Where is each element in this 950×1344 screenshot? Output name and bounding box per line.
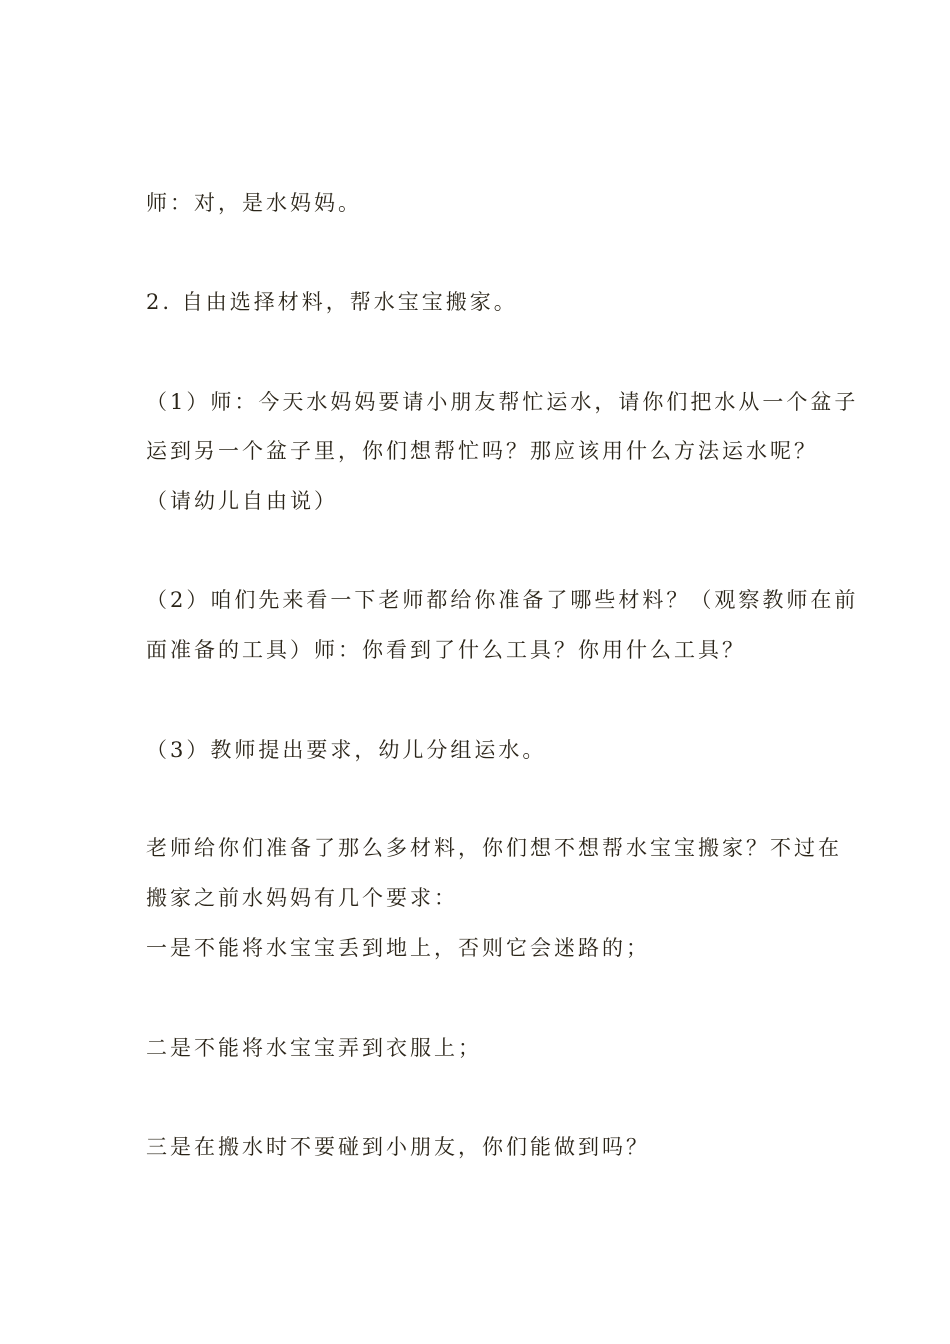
text-line-step-1-c: （请幼儿自由说） bbox=[146, 489, 338, 513]
text-line-teacher-reply: 师：对，是水妈妈。 bbox=[146, 191, 362, 215]
text-line-intro-a: 老师给你们准备了那么多材料，你们想不想帮水宝宝搬家？不过在 bbox=[146, 836, 842, 860]
text-line-step-2-a: （2）咱们先来看一下老师都给你准备了哪些材料？（观察教师在前 bbox=[146, 588, 859, 612]
text-line-rule-2: 二是不能将水宝宝弄到衣服上； bbox=[146, 1036, 482, 1060]
text-line-intro-b: 搬家之前水妈妈有几个要求： bbox=[146, 886, 458, 910]
text-line-step-2-b: 面准备的工具）师：你看到了什么工具？你用什么工具？ bbox=[146, 638, 746, 662]
text-line-section-2-heading: 2. 自由选择材料，帮水宝宝搬家。 bbox=[146, 290, 518, 314]
text-line-step-1-b: 运到另一个盆子里，你们想帮忙吗？那应该用什么方法运水呢？ bbox=[146, 439, 818, 463]
text-line-step-3: （3）教师提出要求，幼儿分组运水。 bbox=[146, 738, 547, 762]
text-line-rule-1: 一是不能将水宝宝丢到地上，否则它会迷路的； bbox=[146, 936, 650, 960]
text-line-rule-3: 三是在搬水时不要碰到小朋友，你们能做到吗？ bbox=[146, 1135, 650, 1159]
text-line-step-1-a: （1）师：今天水妈妈要请小朋友帮忙运水，请你们把水从一个盆子 bbox=[146, 390, 859, 414]
